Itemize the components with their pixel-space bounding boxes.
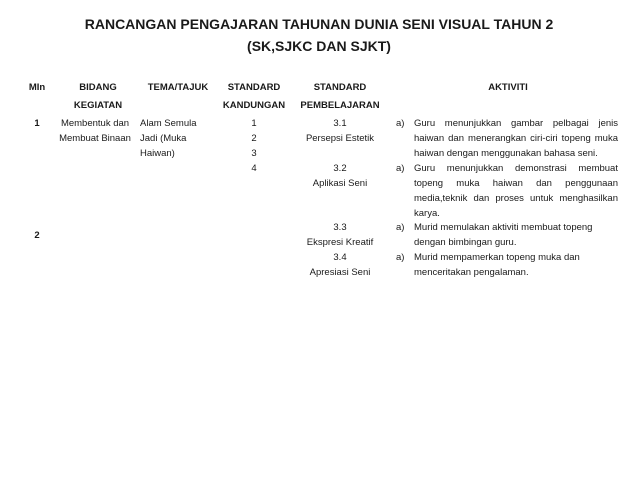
standard-kandungan-list	[218, 116, 290, 176]
sk-item-2: 2	[251, 133, 257, 144]
bidang-line1: Membentuk dan	[60, 118, 130, 129]
sp-3-1-code: 3.1	[333, 118, 347, 129]
header-sk-line1: STANDARD	[227, 82, 281, 93]
header-bidang	[58, 80, 138, 113]
document-subtitle: (SK,SJKC DAN SJKT)	[247, 38, 391, 54]
header-standard-kandungan	[218, 80, 290, 113]
sp-3-2-name: Aplikasi Seni	[312, 178, 368, 189]
sp-3-4-name: Apresiasi Seni	[309, 267, 371, 278]
activity-1	[414, 116, 618, 161]
activity-4-marker: a)	[396, 252, 405, 263]
tema-tajuk	[140, 116, 216, 161]
activity-2	[414, 161, 618, 221]
tema-line1: Alam Semula	[140, 118, 197, 129]
sp-3-3-name: Ekspresi Kreatif	[306, 237, 374, 248]
activity-3	[414, 220, 618, 250]
activity-2-line1: Guru menunjukkan demonstrasi membuat	[414, 163, 618, 174]
sp-3-4	[298, 250, 382, 280]
sk-item-4: 4	[251, 163, 257, 174]
activity-2-marker: a)	[396, 163, 405, 174]
header-week: MIn	[28, 82, 46, 93]
header-sp-line2: PEMBELAJARAN	[300, 100, 380, 111]
activity-3-marker: a)	[396, 222, 405, 233]
activity-1-line2: haiwan dan menerangkan ciri-ciri topeng muka	[414, 133, 618, 144]
activity-1-marker: a)	[396, 118, 405, 129]
sk-item-1: 1	[251, 118, 257, 129]
sp-3-3-code: 3.3	[333, 222, 347, 233]
activity-1-line1: Guru menunjukkan gambar pelbagai jenis	[414, 118, 618, 129]
sp-3-2	[298, 161, 382, 191]
document-title: RANCANGAN PENGAJARAN TAHUNAN DUNIA SENI VISUAL TAHUN 2	[84, 16, 554, 32]
activity-4-line2: menceritakan pengalaman.	[414, 267, 529, 278]
activity-4-line1: Murid mempamerkan topeng muka dan	[414, 252, 580, 263]
activity-2-line3: media,teknik dan proses untuk menghasilkan	[414, 193, 618, 204]
activity-1-line3: haiwan dengan menggunakan bahasa seni.	[414, 148, 598, 159]
sk-item-3: 3	[251, 148, 257, 159]
activity-2-line4: karya.	[414, 208, 440, 219]
activity-2-line2: topeng muka haiwan dan penggunaan	[414, 178, 618, 189]
header-bidang-line2: KEGIATAN	[73, 100, 123, 111]
activity-3-line1: Murid memulakan aktiviti membuat topeng	[414, 222, 593, 233]
activity-4	[414, 250, 618, 280]
week-number-1: 1	[34, 118, 40, 129]
sp-3-3	[298, 220, 382, 250]
header-standard-pembelajaran	[298, 80, 382, 113]
header-bidang-line1: BIDANG	[79, 82, 117, 93]
sp-3-1	[298, 116, 382, 146]
header-sp-line1: STANDARD	[313, 82, 367, 93]
bidang-kegiatan	[52, 116, 138, 146]
header-tema: TEMA/TAJUK	[147, 82, 209, 93]
header-aktiviti: AKTIVITI	[488, 82, 528, 93]
tema-line2: Jadi (Muka	[140, 133, 187, 144]
week-number-2: 2	[34, 230, 40, 241]
sp-3-4-code: 3.4	[333, 252, 347, 263]
header-sk-line2: KANDUNGAN	[222, 100, 286, 111]
sp-3-2-code: 3.2	[333, 163, 347, 174]
tema-line3: Haiwan)	[140, 148, 175, 159]
bidang-line2: Membuat Binaan	[59, 133, 131, 144]
activity-3-line2: dengan bimbingan guru.	[414, 237, 517, 248]
sp-3-1-name: Persepsi Estetik	[305, 133, 375, 144]
